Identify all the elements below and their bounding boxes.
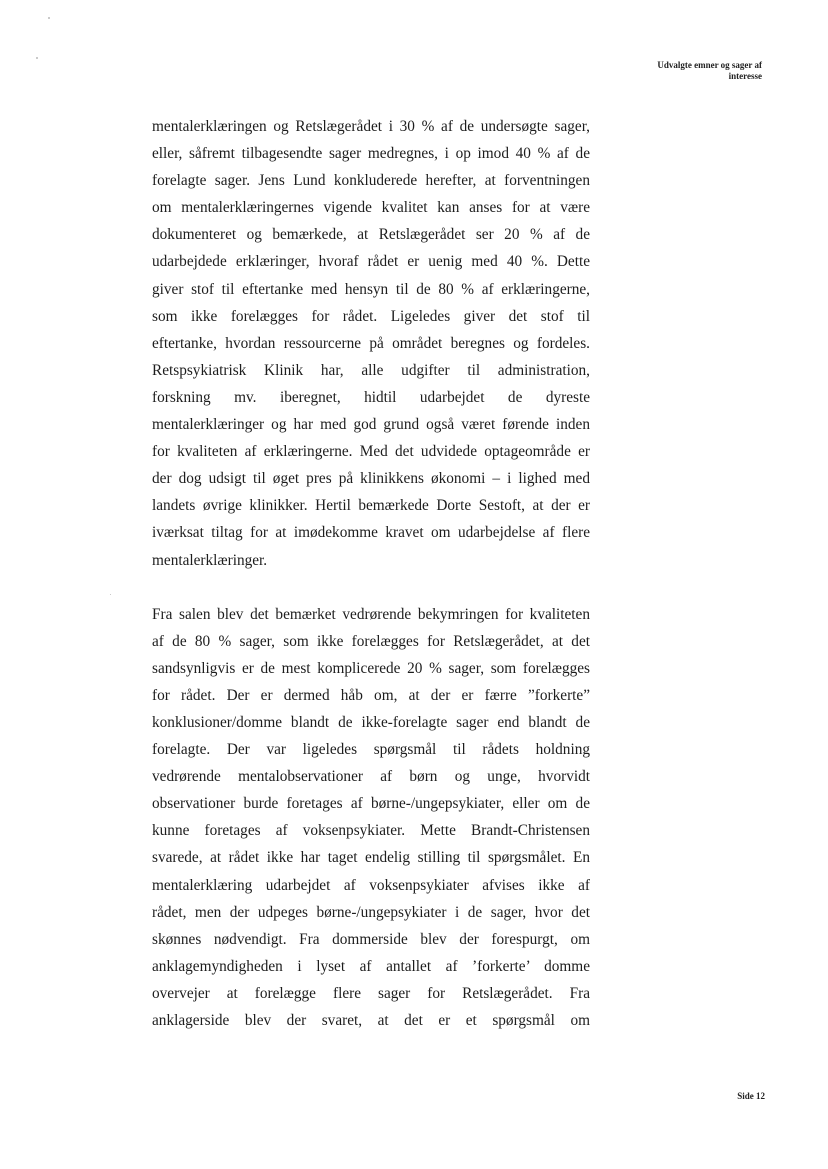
text-line: kunne foretages af voksenpsykiater. Mette Brandt-Christensen bbox=[152, 822, 590, 840]
text-line: sandsynligvis er de mest komplicerede 20 % sager, som forelægges bbox=[152, 659, 590, 677]
paragraph-1 bbox=[152, 113, 590, 574]
text-line: eller, såfremt tilbagesendte sager medregnes, i op imod 40 % af de bbox=[152, 145, 590, 163]
text-line: om mentalerklæringernes vigende kvalitet kan anses for at være bbox=[152, 199, 590, 217]
text-line: iværksat tiltag for at imødekomme kravet om udarbejdelse af flere bbox=[152, 524, 590, 542]
text-line: forelagte. Der var ligeledes spørgsmål til rådets holdning bbox=[152, 741, 590, 759]
text-line: landets øvrige klinikker. Hertil bemærkede Dorte Sestoft, at der er bbox=[152, 497, 590, 515]
text-line: observationer burde foretages af børne-/ungepsykiater, eller om de bbox=[152, 795, 590, 813]
text-line: udarbejdede erklæringer, hvoraf rådet er uenig med 40 %. Dette bbox=[152, 253, 590, 271]
text-line: rådet, men der udpeges børne-/ungepsykiater i de sager, hvor det bbox=[152, 903, 590, 921]
body-text bbox=[152, 113, 590, 1034]
text-line: mentalerklæring udarbejdet af voksenpsykiater afvises ikke af bbox=[152, 876, 590, 894]
text-line: forskning mv. iberegnet, hidtil udarbejdet de dyreste bbox=[152, 388, 590, 406]
text-line: skønnes nødvendigt. Fra dommerside blev der forespurgt, om bbox=[152, 930, 590, 948]
text-line: Fra salen blev det bemærket vedrørende bekymringen for kvaliteten bbox=[152, 605, 590, 623]
text-line: af de 80 % sager, som ikke forelægges for Retslægerådet, at det bbox=[152, 632, 590, 650]
text-line: Retspsykiatrisk Klinik har, alle udgifter til administration, bbox=[152, 361, 590, 379]
text-line: konklusioner/domme blandt de ikke-forelagte sager end blandt de bbox=[152, 713, 590, 731]
scan-speck bbox=[110, 594, 111, 595]
page-number: Side 12 bbox=[737, 1091, 765, 1101]
text-line: svarede, at rådet ikke har taget endelig stilling til spørgsmålet. En bbox=[152, 849, 590, 867]
text-line: vedrørende mentalobservationer af børn og unge, hvorvidt bbox=[152, 768, 590, 786]
scan-speck bbox=[48, 17, 50, 19]
text-line: for rådet. Der er dermed håb om, at der er færre ”forkerte” bbox=[152, 686, 590, 704]
text-line: mentalerklæringen og Retslægerådet i 30 % af de undersøgte sager, bbox=[152, 118, 590, 135]
running-header bbox=[562, 60, 762, 82]
scan-speck bbox=[36, 57, 38, 59]
running-header-line-2: interesse bbox=[728, 71, 762, 81]
text-line: eftertanke, hvordan ressourcerne på området beregnes og fordeles. bbox=[152, 334, 590, 352]
text-line: for kvaliteten af erklæringerne. Med det udvidede optageområde er bbox=[152, 443, 590, 461]
text-line: dokumenteret og bemærkede, at Retslægerådet ser 20 % af de bbox=[152, 226, 590, 244]
running-header-line-1: Udvalgte emner og sager af bbox=[657, 60, 762, 70]
text-line: giver stof til eftertanke med hensyn til de 80 % af erklæringerne, bbox=[152, 280, 590, 298]
paragraph-2 bbox=[152, 601, 590, 1035]
text-line: anklagemyndigheden i lyset af antallet af ’forkerte’ domme bbox=[152, 957, 590, 975]
text-line: mentalerklæringer og har med god grund også været førende inden bbox=[152, 416, 590, 434]
text-line: forelagte sager. Jens Lund konkluderede herefter, at forventningen bbox=[152, 172, 590, 190]
text-line: anklagerside blev der svaret, at det er et spørgsmål om bbox=[152, 1012, 590, 1029]
text-line: som ikke forelægges for rådet. Ligeledes giver det stof til bbox=[152, 307, 590, 325]
text-line: overvejer at forelægge flere sager for Retslægerådet. Fra bbox=[152, 984, 590, 1002]
text-line: mentalerklæringer. bbox=[152, 551, 268, 569]
text-line: der dog udsigt til øget pres på klinikkens økonomi – i lighed med bbox=[152, 470, 590, 488]
